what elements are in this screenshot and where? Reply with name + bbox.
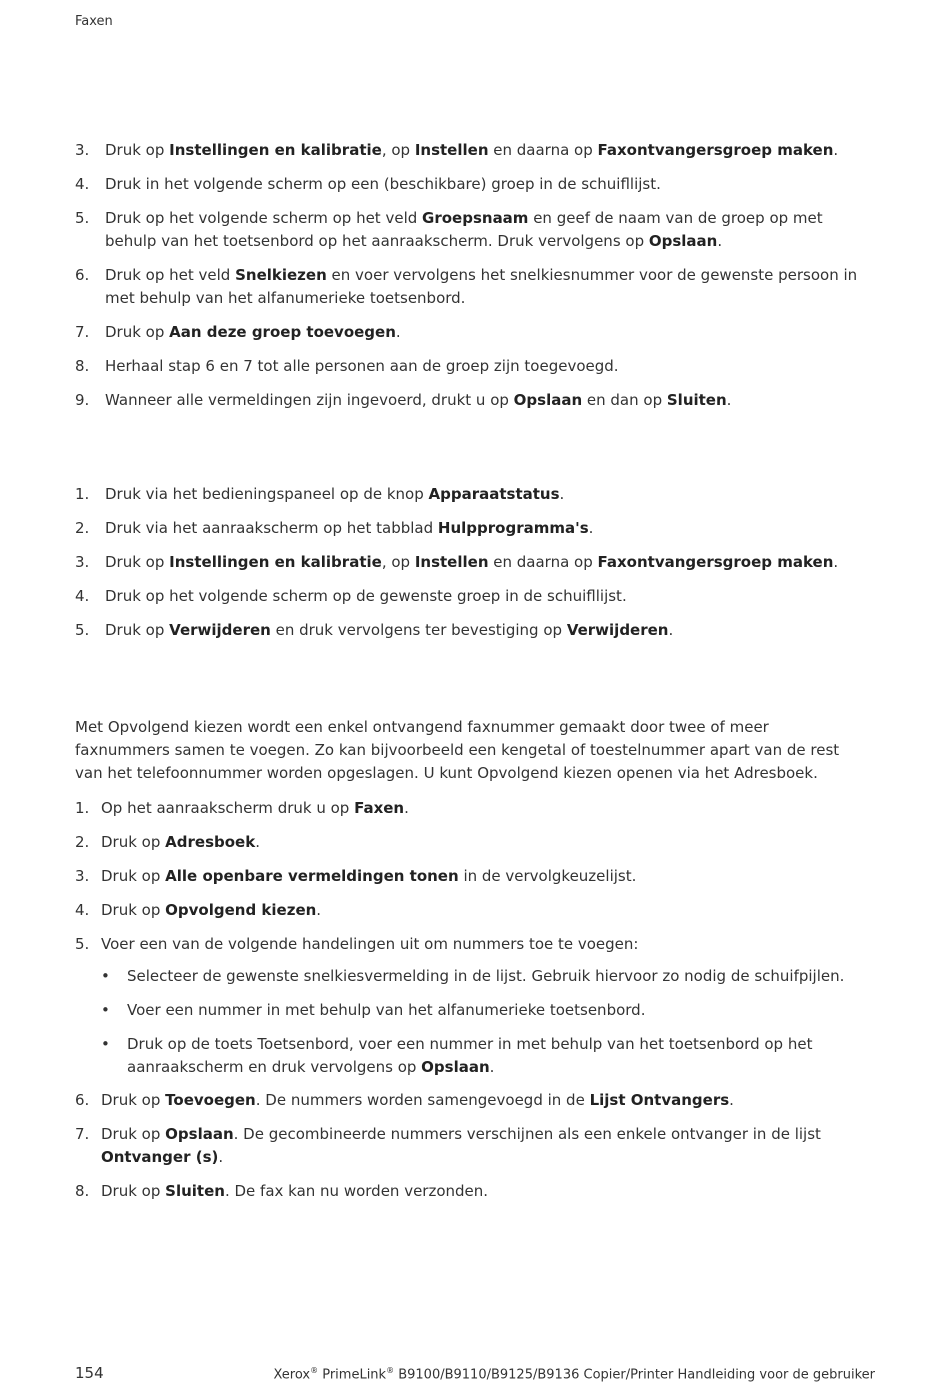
text-run: .: [717, 232, 723, 250]
text-run: en dan op: [582, 391, 667, 409]
text-run: .: [668, 621, 674, 639]
ui-term: Groepsnaam: [422, 209, 529, 227]
step-number: 5.: [75, 621, 90, 639]
step-text: [75, 831, 875, 854]
text-run: .: [218, 1148, 224, 1166]
text-run: .: [489, 1058, 495, 1076]
ui-term: Sluiten: [165, 1182, 225, 1200]
step-text: [75, 321, 875, 344]
ui-term: Lijst Ontvangers: [589, 1091, 730, 1109]
ui-term: Faxontvangersgroep maken: [597, 141, 834, 159]
step-text: [75, 585, 875, 608]
list-item: [75, 389, 875, 423]
text-run: in de vervolgkeuzelijst.: [458, 867, 637, 885]
ui-term: Apparaatstatus: [428, 485, 560, 503]
text-run: Voer een van de volgende handelingen uit om nummers toe te voegen:: [101, 935, 639, 953]
ui-term: Ontvanger (s): [101, 1148, 219, 1166]
bullet-item: [75, 999, 875, 1033]
list-item: [75, 355, 875, 389]
step-number: 4.: [75, 175, 90, 193]
list-item: [75, 619, 875, 653]
text-run: .: [729, 1091, 734, 1109]
step-number: 7.: [75, 323, 90, 341]
document-title: Xerox® PrimeLink® B9100/B9110/B9125/B9136 Copier/Printer Handleiding voor de gebruiker: [273, 1366, 875, 1383]
text-run: Druk op het volgende scherm op de gewenste groep in de schuifllijst.: [105, 587, 627, 605]
text-run: Op het aanraakscherm druk u op: [101, 799, 355, 817]
text-run: Druk op: [105, 621, 170, 639]
step-number: 3.: [75, 867, 90, 885]
list-item: [75, 139, 875, 173]
list-item: [75, 551, 875, 585]
step-text: [75, 355, 875, 378]
text-run: , op: [381, 553, 415, 571]
step-text: [75, 173, 875, 196]
step-text: [75, 1180, 875, 1203]
text-run: en daarna op: [488, 553, 598, 571]
text-run: Druk in het volgende scherm op een (beschikbare) groep in de schuifllijst.: [105, 175, 661, 193]
chain-dial-steps-continued: [75, 1089, 875, 1214]
text-run: .: [395, 323, 401, 341]
ui-term: Opslaan: [648, 232, 718, 250]
step-text: [75, 139, 875, 162]
ui-term: Instellingen en kalibratie: [169, 553, 382, 571]
step-text: [75, 1033, 875, 1079]
bullet-marker: •: [101, 1035, 110, 1053]
text-run: Selecteer de gewenste snelkiesvermelding in de lijst. Gebruik hiervoor zo nodig de schuifpijlen.: [127, 967, 845, 985]
text-run: Druk op: [101, 833, 166, 851]
text-run: en daarna op: [488, 141, 598, 159]
list-item: [75, 1123, 875, 1180]
text-run: en druk vervolgens ter bevestiging op: [270, 621, 567, 639]
ui-term: Verwijderen: [169, 621, 271, 639]
ui-term: Opvolgend kiezen: [165, 901, 317, 919]
ui-term: Sluiten: [666, 391, 727, 409]
text-run: en voer vervolgens het snelkiesnummer voor de gewenste persoon in met behulp van het alfanumerieke toetsenbord.: [105, 266, 858, 307]
text-run: Druk op: [101, 901, 166, 919]
text-run: .: [255, 833, 260, 851]
list-item: [75, 933, 875, 967]
text-run: Herhaal stap 6 en 7 tot alle personen aan de groep zijn toegevoegd.: [105, 357, 619, 375]
ui-term: Opslaan: [165, 1125, 234, 1143]
text-run: Druk op: [105, 141, 170, 159]
step-number: 3.: [75, 141, 90, 159]
step-text: [75, 551, 875, 574]
list-item: [75, 483, 875, 517]
group-delete-steps: [75, 483, 875, 653]
step-number: 6.: [75, 266, 90, 284]
step-text: [75, 865, 875, 888]
list-item: [75, 797, 875, 831]
list-item: [75, 1180, 875, 1214]
text-run: Druk via het bedieningspaneel op de knop: [105, 485, 429, 503]
chain-dial-intro: Met Opvolgend kiezen wordt een enkel ontvangend faxnummer gemaakt door twee of meer faxnummers samen te voegen. Zo kan bijvoorbeeld een kengetal of toestelnummer apart van de rest van het telefoonnummer worden opgeslagen. U kunt Opvolgend kiezen openen via het Adresboek.: [75, 718, 840, 782]
text-run: Druk op de toets Toetsenbord, voer een nummer in met behulp van het toetsenbord op het aanraakscherm en druk vervolgens op: [127, 1035, 813, 1076]
text-run: Druk op het veld: [105, 266, 236, 284]
step-text: [75, 483, 875, 506]
list-item: [75, 831, 875, 865]
list-item: [75, 1089, 875, 1123]
step-number: 6.: [75, 1091, 90, 1109]
text-run: Druk op: [101, 1182, 166, 1200]
text-run: .: [833, 141, 839, 159]
list-item: [75, 865, 875, 899]
step-number: 2.: [75, 519, 90, 537]
text-run: Voer een nummer in met behulp van het alfanumerieke toetsenbord.: [127, 1001, 646, 1019]
text-run: Druk op: [105, 323, 170, 341]
step-text: [75, 797, 875, 820]
chain-dial-options: [75, 965, 875, 1090]
ui-term: Instellen: [414, 553, 489, 571]
bullet-marker: •: [101, 967, 110, 985]
step-number: 4.: [75, 587, 90, 605]
step-text: [75, 517, 875, 540]
step-number: 4.: [75, 901, 90, 919]
step-number: 8.: [75, 357, 90, 375]
text-run: .: [833, 553, 839, 571]
step-number: 8.: [75, 1182, 90, 1200]
ui-term: Adresboek: [165, 833, 256, 851]
list-item: [75, 264, 875, 321]
text-run: . De fax kan nu worden verzonden.: [224, 1182, 489, 1200]
list-item: [75, 207, 875, 264]
text-run: .: [404, 799, 409, 817]
ui-term: Snelkiezen: [235, 266, 327, 284]
step-number: 7.: [75, 1125, 90, 1143]
list-item: [75, 585, 875, 619]
text-run: Druk op: [101, 1091, 166, 1109]
bullet-item: [75, 1033, 875, 1090]
step-number: 5.: [75, 935, 90, 953]
list-item: [75, 517, 875, 551]
step-number: 5.: [75, 209, 90, 227]
text-run: en geef de naam van de groep op met behulp van het toetsenbord op het aanraakscherm. Druk vervolgens op: [105, 209, 823, 250]
text-run: . De nummers worden samengevoegd in de: [255, 1091, 590, 1109]
text-run: Wanneer alle vermeldingen zijn ingevoerd, drukt u op: [105, 391, 514, 409]
ui-term: Alle openbare vermeldingen tonen: [165, 867, 459, 885]
step-number: 9.: [75, 391, 90, 409]
ui-term: Opslaan: [513, 391, 583, 409]
step-text: [75, 1089, 875, 1112]
step-text: [75, 999, 875, 1022]
running-header: Faxen: [75, 14, 113, 29]
ui-term: Toevoegen: [165, 1091, 256, 1109]
ui-term: Instellingen en kalibratie: [169, 141, 382, 159]
step-text: [75, 207, 875, 253]
step-number: 1.: [75, 799, 90, 817]
ui-term: Opslaan: [421, 1058, 490, 1076]
ui-term: Faxontvangersgroep maken: [597, 553, 834, 571]
step-number: 1.: [75, 485, 90, 503]
text-run: .: [316, 901, 322, 919]
step-text: [75, 389, 875, 412]
text-run: . De gecombineerde nummers verschijnen als een enkele ontvanger in de lijst: [233, 1125, 821, 1143]
step-number: 2.: [75, 833, 90, 851]
group-create-steps: [75, 139, 875, 423]
ui-term: Instellen: [414, 141, 489, 159]
text-run: Druk via het aanraakscherm op het tabblad: [105, 519, 438, 537]
text-run: Druk op het volgende scherm op het veld: [105, 209, 423, 227]
text-run: , op: [381, 141, 415, 159]
list-item: [75, 899, 875, 933]
page-number: 154: [75, 1364, 104, 1382]
step-text: [75, 264, 875, 310]
bullet-item: [75, 965, 875, 999]
text-run: .: [588, 519, 594, 537]
text-run: Druk op: [101, 867, 166, 885]
text-run: Druk op: [101, 1125, 166, 1143]
step-text: [75, 933, 875, 956]
list-item: [75, 173, 875, 207]
ui-term: Aan deze groep toevoegen: [169, 323, 396, 341]
bullet-marker: •: [101, 1001, 110, 1019]
step-number: 3.: [75, 553, 90, 571]
list-item: [75, 321, 875, 355]
ui-term: Verwijderen: [566, 621, 669, 639]
chain-dial-steps: [75, 797, 875, 967]
ui-term: Faxen: [354, 799, 405, 817]
text-run: .: [559, 485, 565, 503]
step-text: [75, 619, 875, 642]
text-run: .: [726, 391, 732, 409]
step-text: [75, 899, 875, 922]
step-text: [75, 965, 875, 988]
ui-term: Hulpprogramma's: [437, 519, 589, 537]
step-text: [75, 1123, 875, 1169]
text-run: Druk op: [105, 553, 170, 571]
